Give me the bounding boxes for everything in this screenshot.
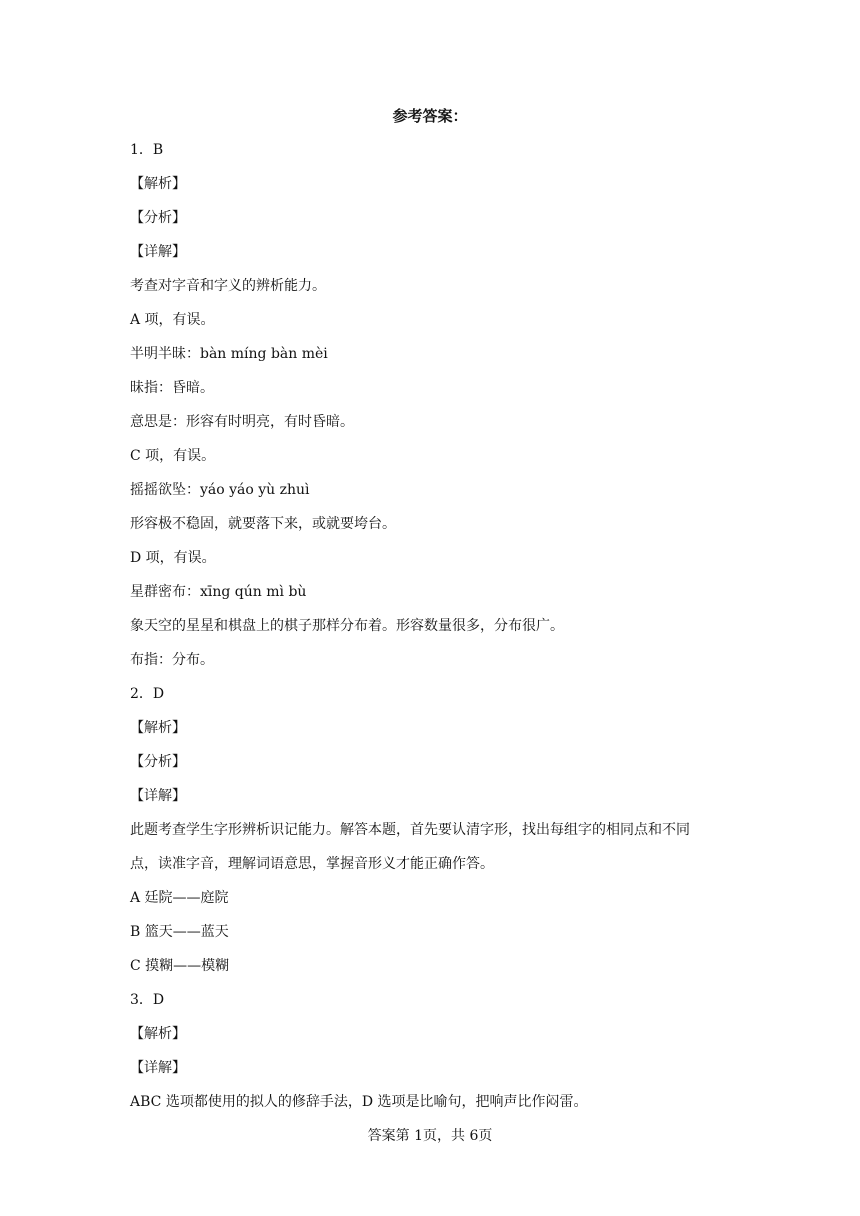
answer-line: C 项，有误。 bbox=[130, 448, 216, 464]
answer-line: C 摸糊——模糊 bbox=[130, 958, 230, 974]
answer-line: 【详解】 bbox=[130, 1060, 186, 1076]
answer-line: 形容极不稳固，就要落下来，或就要垮台。 bbox=[130, 516, 396, 532]
answer-line: 考查对字音和字义的辨析能力。 bbox=[130, 278, 326, 294]
answer-line: 摇摇欲坠：yáo yáo yù zhuì bbox=[130, 482, 310, 498]
answer-line: 【解析】 bbox=[130, 720, 186, 736]
answer-line: B 篮天——蓝天 bbox=[130, 924, 229, 940]
answer-line: A 廷院——庭院 bbox=[130, 890, 229, 906]
answer-line: 【分析】 bbox=[130, 210, 186, 226]
answer-line: 【分析】 bbox=[130, 754, 186, 770]
answer-line: 意思是：形容有时明亮，有时昏暗。 bbox=[130, 414, 354, 430]
page-title: 参考答案： bbox=[392, 107, 468, 125]
answer-line: 【详解】 bbox=[130, 244, 186, 260]
answer-line: 【解析】 bbox=[130, 1026, 186, 1042]
answer-line: 半明半昧：bàn míng bàn mèi bbox=[130, 346, 328, 362]
answer-line: 3．D bbox=[130, 992, 165, 1008]
answer-line: 布指：分布。 bbox=[130, 652, 214, 668]
answer-line: A 项，有误。 bbox=[130, 312, 215, 328]
answer-line: 星群密布：xīng qún mì bù bbox=[130, 584, 307, 600]
answer-line: 象天空的星星和棋盘上的棋子那样分布着。形容数量很多，分布很广。 bbox=[130, 618, 564, 634]
answer-line: D 项，有误。 bbox=[130, 550, 216, 566]
answer-line: 点，读准字音，理解词语意思，掌握音形义才能正确作答。 bbox=[130, 856, 494, 872]
answer-line: 1．B bbox=[130, 142, 164, 158]
answer-line: 【解析】 bbox=[130, 176, 186, 192]
answer-line: 此题考查学生字形辨析识记能力。解答本题，首先要认清字形，找出每组字的相同点和不同 bbox=[130, 822, 690, 838]
answer-line: 昧指：昏暗。 bbox=[130, 380, 214, 396]
page-footer: 答案第 1页，共 6页 bbox=[367, 1128, 493, 1144]
answer-content bbox=[130, 133, 730, 1119]
answer-line: 2．D bbox=[130, 686, 165, 702]
answer-line: 【详解】 bbox=[130, 788, 186, 804]
answer-line: ABC 选项都使用的拟人的修辞手法，D 选项是比喻句，把响声比作闷雷。 bbox=[130, 1094, 588, 1110]
